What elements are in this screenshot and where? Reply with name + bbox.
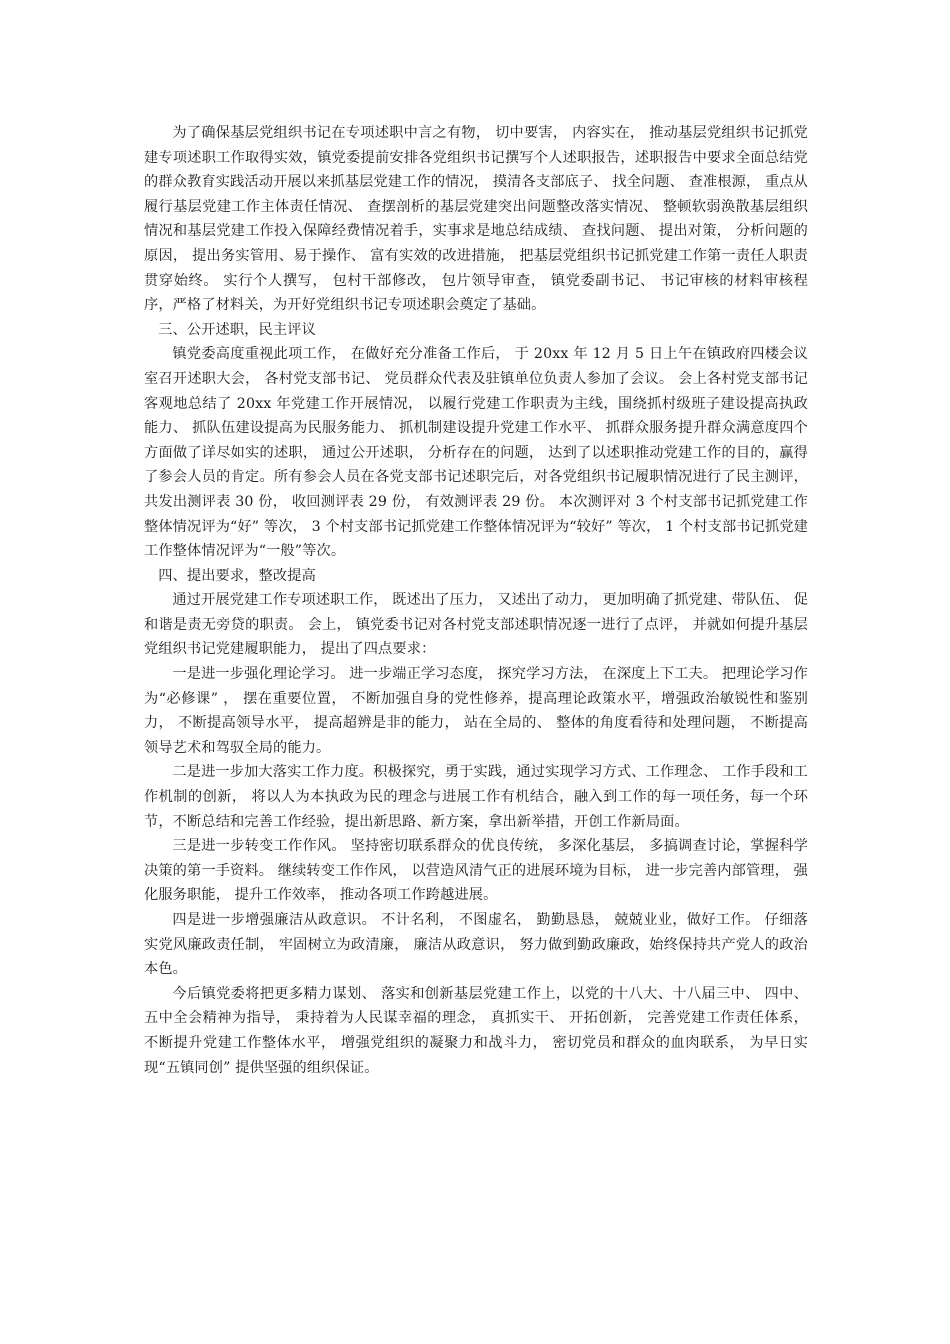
section-heading-4: 四、提出要求，整改提高	[158, 567, 316, 584]
paragraph-requirement-1: 一是进一步强化理论学习。 进一步端正学习态度， 探究学习方法， 在深度上下工夫。 把理论学习作为“必修课” ， 摆在重要位置， 不断加强自身的党性修养，提高理论政策水平，增强政治敏锐性和鉴别力， 不断提高领导水平， 提高超辨是非的能力， 站在全局的、 整体的角度看待和处理问题， 不断提高领导艺术和驾驭全局的能力。	[144, 666, 808, 756]
paragraph-requirements-intro: 通过开展党建工作专项述职工作， 既述出了压力， 又述出了动力， 更加明确了抓党建、带队伍、 促和谐是责无旁贷的职责。 会上， 镇党委书记对各村党支部述职情况逐一进行了点评， 并就如何提升基层党组织书记党建履职能力， 提出了四点要求：	[144, 592, 808, 658]
section-heading-3: 三、公开述职，民主评议	[158, 321, 316, 338]
paragraph-conclusion: 今后镇党委将把更多精力谋划、 落实和创新基层党建工作上，以党的十八大、十八届三中、 四中、 五中全会精神为指导， 秉持着为人民谋幸福的理念， 真抓实干、 开拓创新， 完善党建工作责任体系， 不断提升党建工作整体水平， 增强党组织的凝聚力和战斗力， 密切党员和群众的血肉联系， 为早日实现“五镇同创” 提供坚强的组织保证。	[144, 985, 808, 1076]
paragraph-reporting-meeting: 镇党委高度重视此项工作， 在做好充分准备工作后， 于 20xx 年 12 月 5 日上午在镇政府四楼会议室召开述职大会， 各村党支部书记、 党员群众代表及驻镇单位负责人参加了会议。 会上各村党支部书记客观地总结了 20xx 年党建工作开展情况， 以履行党建工作职责为主线，围绕抓村级班子建设提高执政能力、 抓队伍建设提高为民服务能力、 抓机制建设提升党建工作水平、 抓群众服务提升群众满意度四个方面做了详尽如实的述职， 通过公开述职， 分析存在的问题， 达到了以述职推动党建工作的目的，赢得了参会人员的肯定。所有参会人员在各党支部书记述职完后，对各党组织书记履职情况进行了民主测评， 共发出测评表 30 份， 收回测评表 29 份， 有效测评表 29 份。 本次测评对 3 个村支部书记抓党建工作整体情况评为“好” 等次， 3 个村支部书记抓党建工作整体情况评为“较好” 等次， 1 个村支部书记抓党建工作整体情况评为“一般”等次。	[144, 346, 808, 560]
document-body	[144, 121, 808, 1080]
paragraph-requirement-2: 二是进一步加大落实工作力度。积极探究，勇于实践，通过实现学习方式、工作理念、 工作手段和工作机制的创新， 将以人为本执政为民的理念与进展工作有机结合，融入到工作的每一项任务，每一个环节，不断总结和完善工作经验，提出新思路、新方案，拿出新举措，开创工作新局面。	[144, 764, 808, 830]
paragraph-requirement-4: 四是进一步增强廉洁从政意识。 不计名利， 不图虚名， 勤勤恳恳， 兢兢业业，做好工作。 仔细落实党风廉政责任制， 牢固树立为政清廉， 廉洁从政意识， 努力做到勤政廉政，始终保持共产党人的政治本色。	[144, 912, 808, 978]
paragraph-requirement-3: 三是进一步转变工作作风。 坚持密切联系群众的优良传统， 多深化基层， 多搞调查讨论，掌握科学决策的第一手资料。 继续转变工作作风， 以营造风清气正的进展环境为目标， 进一步完善内部管理， 强化服务职能， 提升工作效率， 推动各项工作跨越进展。	[144, 838, 808, 904]
paragraph-preparation: 为了确保基层党组织书记在专项述职中言之有物， 切中要害， 内容实在， 推动基层党组织书记抓党建专项述职工作取得实效，镇党委提前安排各党组织书记撰写个人述职报告，述职报告中要求全面总结党的群众教育实践活动开展以来抓基层党建工作的情况， 摸清各支部底子、 找全问题、 查准根源， 重点从履行基层党建工作主体责任情况、 查摆剖析的基层党建突出问题整改落实情况、 整顿软弱涣散基层组织情况和基层党建工作投入保障经费情况着手，实事求是地总结成绩、 查找问题、 提出对策， 分析问题的原因， 提出务实管用、易于操作、 富有实效的改进措施， 把基层党组织书记抓党建工作第一责任人职责贯穿始终。 实行个人撰写， 包村干部修改， 包片领导审查， 镇党委副书记、 书记审核的材料审核程序，严格了材料关，为开好党组织书记专项述职会奠定了基础。	[144, 125, 808, 314]
